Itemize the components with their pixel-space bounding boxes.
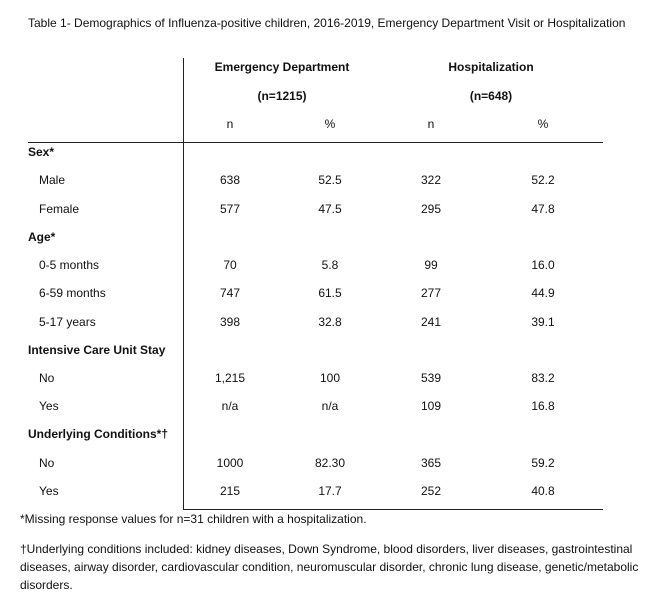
hosp-pct-cell: 83.2 bbox=[531, 371, 555, 385]
ed-sample-size: (n=1215) bbox=[257, 89, 307, 103]
hosp-n-cell: 241 bbox=[420, 315, 442, 329]
hosp-column-title: Hospitalization bbox=[448, 60, 534, 74]
hosp-n-cell: 252 bbox=[420, 484, 442, 498]
ed-pct-cell: 82.30 bbox=[314, 456, 346, 470]
ed-pct-header: % bbox=[324, 117, 336, 131]
hosp-pct-cell: 40.8 bbox=[531, 484, 555, 498]
row-label: Yes bbox=[39, 484, 59, 498]
section-label-icu: Intensive Care Unit Stay bbox=[28, 343, 166, 357]
footnote-missing-values: *Missing response values for n=31 children with a hospitalization. bbox=[20, 512, 367, 526]
hosp-n-cell: 322 bbox=[420, 173, 442, 187]
hosp-pct-cell: 59.2 bbox=[531, 456, 555, 470]
row-label: 0-5 months bbox=[39, 258, 100, 272]
hosp-sample-size: (n=648) bbox=[469, 89, 513, 103]
ed-n-cell: 1000 bbox=[216, 456, 244, 470]
ed-pct-cell: 100 bbox=[319, 371, 341, 385]
ed-column-title: Emergency Department bbox=[214, 60, 350, 74]
row-label: Yes bbox=[39, 399, 59, 413]
ed-pct-cell: 61.5 bbox=[318, 286, 342, 300]
ed-n-cell: 638 bbox=[219, 173, 241, 187]
row-label: Female bbox=[39, 202, 80, 216]
hosp-pct-cell: 16.0 bbox=[531, 258, 555, 272]
hosp-pct-cell: 39.1 bbox=[531, 315, 555, 329]
table-caption: Table 1- Demographics of Influenza-positive children, 2016-2019, Emergency Department Visit or Hospitalization bbox=[28, 16, 626, 30]
ed-n-cell: n/a bbox=[221, 399, 239, 413]
hosp-n-cell: 365 bbox=[420, 456, 442, 470]
ed-n-cell: 1,215 bbox=[214, 371, 246, 385]
ed-n-cell: 215 bbox=[219, 484, 241, 498]
section-label-underlying-conditions: Underlying Conditions*† bbox=[28, 427, 169, 441]
ed-pct-cell: 32.8 bbox=[318, 315, 342, 329]
section-label-age: Age* bbox=[28, 230, 56, 244]
hosp-n-cell: 539 bbox=[420, 371, 442, 385]
ed-pct-cell: 5.8 bbox=[321, 258, 339, 272]
ed-pct-cell: 52.5 bbox=[318, 173, 342, 187]
row-label: No bbox=[39, 371, 55, 385]
hosp-pct-cell: 16.8 bbox=[531, 399, 555, 413]
hosp-n-cell: 99 bbox=[424, 258, 438, 272]
row-label: 6-59 months bbox=[39, 286, 106, 300]
footnote-underlying-conditions: †Underlying conditions included: kidney diseases, Down Syndrome, blood disorders, liver diseases, gastrointestinal diseases, airway disorder, cardiovascular condition, neuromuscular disorder, chronic lung disease, genetic/metabolic disorders. bbox=[20, 542, 639, 592]
header-rule bbox=[28, 142, 603, 143]
ed-n-cell: 577 bbox=[219, 202, 241, 216]
hosp-n-cell: 109 bbox=[420, 399, 442, 413]
hosp-n-cell: 277 bbox=[420, 286, 442, 300]
ed-n-cell: 70 bbox=[223, 258, 237, 272]
ed-n-cell: 747 bbox=[219, 286, 241, 300]
ed-n-cell: 398 bbox=[219, 315, 241, 329]
ed-pct-cell: 17.7 bbox=[318, 484, 342, 498]
hosp-n-cell: 295 bbox=[420, 202, 442, 216]
column-divider bbox=[183, 58, 184, 509]
hosp-pct-cell: 52.2 bbox=[531, 173, 555, 187]
row-label: 5-17 years bbox=[39, 315, 96, 329]
ed-n-header: n bbox=[226, 117, 234, 131]
hosp-n-header: n bbox=[427, 117, 435, 131]
ed-pct-cell: 47.5 bbox=[318, 202, 342, 216]
row-label: No bbox=[39, 456, 55, 470]
hosp-pct-cell: 47.8 bbox=[531, 202, 555, 216]
hosp-pct-header: % bbox=[537, 117, 549, 131]
hosp-pct-cell: 44.9 bbox=[531, 286, 555, 300]
ed-pct-cell: n/a bbox=[321, 399, 339, 413]
section-label-sex: Sex* bbox=[28, 145, 55, 159]
row-label: Male bbox=[39, 173, 66, 187]
